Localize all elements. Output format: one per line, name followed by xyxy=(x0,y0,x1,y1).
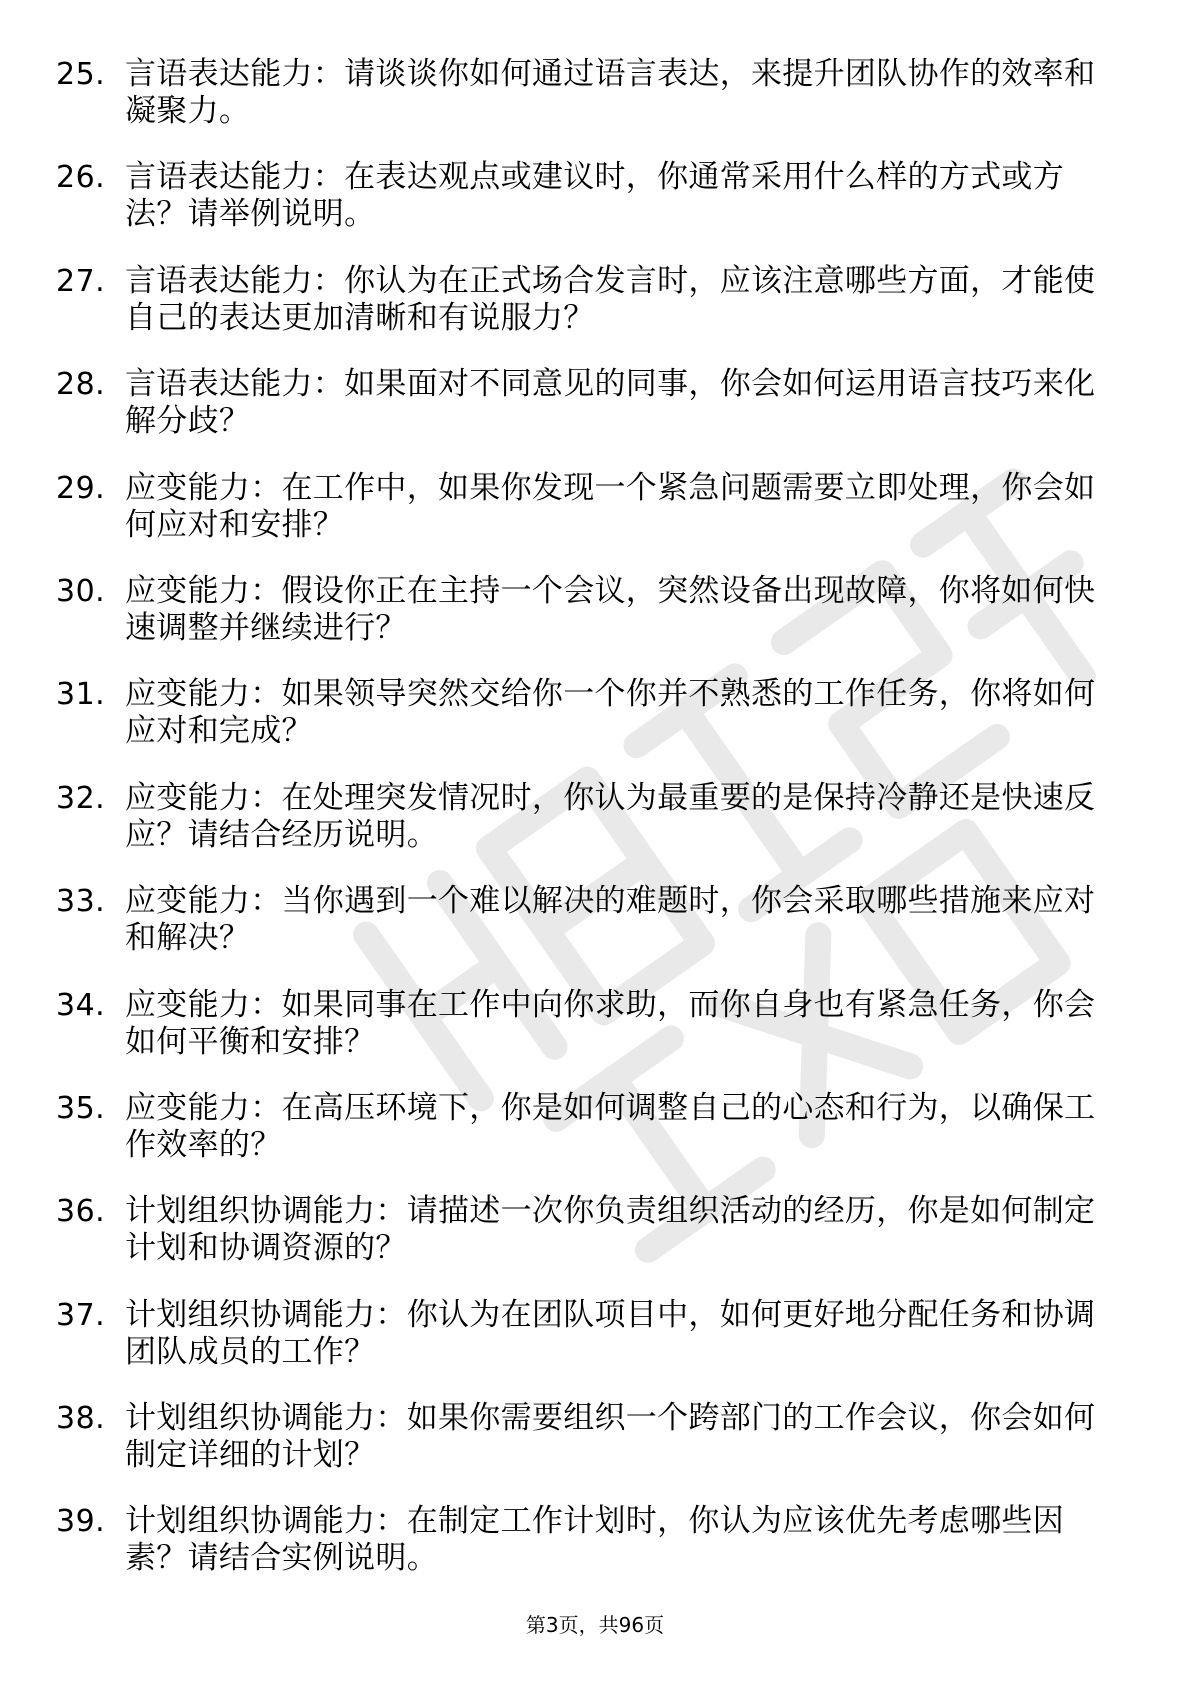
question-number: 33. xyxy=(56,884,106,920)
question-text: 言语表达能力：如果面对不同意见的同事，你会如何运用语言技巧来化解分歧？ xyxy=(125,366,1096,440)
question-item xyxy=(0,470,1190,573)
question-text: 计划组织协调能力：你认为在团队项目中，如何更好地分配任务和协调团队成员的工作？ xyxy=(125,1296,1096,1370)
question-number: 36. xyxy=(56,1194,106,1230)
question-text: 应变能力：如果领导突然交给你一个你并不熟悉的工作任务，你将如何应对和完成？ xyxy=(125,676,1096,750)
question-text: 应变能力：当你遇到一个难以解决的难题时，你会采取哪些措施来应对和解决？ xyxy=(125,883,1096,957)
question-number: 37. xyxy=(56,1297,106,1333)
question-text: 计划组织协调能力：如果你需要组织一个跨部门的工作会议，你会如何制定详细的计划？ xyxy=(125,1400,1096,1474)
question-number: 35. xyxy=(56,1090,106,1126)
question-text: 应变能力：在工作中，如果你发现一个紧急问题需要立即处理，你会如何应对和安排？ xyxy=(125,469,1096,543)
question-text: 应变能力：如果同事在工作中向你求助，而你自身也有紧急任务，你会如何平衡和安排？ xyxy=(125,986,1096,1060)
question-number: 32. xyxy=(56,780,106,816)
question-number: 34. xyxy=(56,987,106,1023)
question-number: 25. xyxy=(56,57,106,92)
question-list xyxy=(0,56,1190,1607)
question-number: 26. xyxy=(56,160,106,196)
question-item xyxy=(0,780,1190,883)
question-item xyxy=(0,883,1190,986)
question-text: 言语表达能力：请谈谈你如何通过语言表达，来提升团队协作的效率和凝聚力。 xyxy=(125,56,1096,129)
question-item xyxy=(0,987,1190,1090)
question-number: 31. xyxy=(56,677,106,713)
page-footer: 第3页，共96页 xyxy=(525,1613,665,1637)
question-number: 38. xyxy=(56,1401,106,1437)
question-item xyxy=(0,263,1190,366)
question-item xyxy=(0,366,1190,469)
question-item xyxy=(0,1090,1190,1193)
question-text: 言语表达能力：在表达观点或建议时，你通常采用什么样的方式或方法？请举例说明。 xyxy=(125,159,1064,233)
question-number: 30. xyxy=(56,573,106,609)
question-number: 27. xyxy=(56,263,106,299)
question-number: 39. xyxy=(56,1504,106,1540)
question-item xyxy=(0,159,1190,262)
question-item xyxy=(0,56,1190,159)
question-item xyxy=(0,1297,1190,1400)
question-item xyxy=(0,676,1190,779)
question-text: 言语表达能力：你认为在正式场合发言时，应该注意哪些方面，才能使自己的表达更加清晰和有说服力？ xyxy=(125,262,1096,336)
question-text: 计划组织协调能力：在制定工作计划时，你认为应该优先考虑哪些因素？请结合实例说明。 xyxy=(125,1503,1064,1577)
question-text: 计划组织协调能力：请描述一次你负责组织活动的经历，你是如何制定计划和协调资源的？ xyxy=(125,1193,1096,1267)
question-number: 29. xyxy=(56,470,106,506)
question-item xyxy=(0,573,1190,676)
question-text: 应变能力：在高压环境下，你是如何调整自己的心态和行为，以确保工作效率的？ xyxy=(125,1089,1096,1163)
question-number: 28. xyxy=(56,367,106,403)
question-text: 应变能力：在处理突发情况时，你认为最重要的是保持冷静还是快速反应？请结合经历说明。 xyxy=(125,779,1096,853)
question-item xyxy=(0,1193,1190,1296)
question-text: 应变能力：假设你正在主持一个会议，突然设备出现故障，你将如何快速调整并继续进行？ xyxy=(125,572,1096,646)
question-item xyxy=(0,1400,1190,1503)
question-item xyxy=(0,1503,1190,1606)
